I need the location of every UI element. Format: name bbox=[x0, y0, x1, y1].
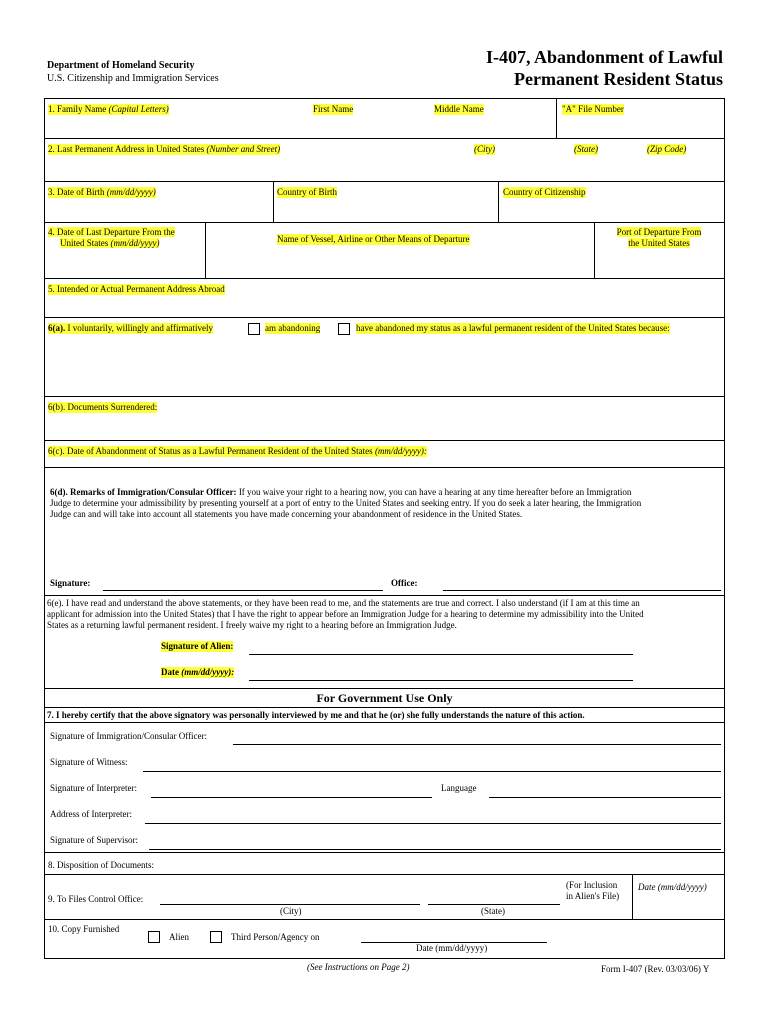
alien-date-line[interactable] bbox=[249, 680, 633, 681]
divider bbox=[44, 222, 725, 223]
alien-label: Alien bbox=[169, 932, 189, 942]
state-field[interactable]: (State) bbox=[574, 144, 598, 154]
reason-abandonment-label: 6(a). I voluntarily, willingly and affirmatively bbox=[48, 323, 213, 333]
address-abroad-field[interactable]: 5. Intended or Actual Permanent Address Abroad bbox=[48, 284, 225, 294]
interpreter-signature-line[interactable] bbox=[151, 797, 432, 798]
divider bbox=[44, 688, 725, 689]
divider bbox=[44, 919, 725, 920]
divider bbox=[594, 222, 595, 278]
zip-code-field[interactable]: (Zip Code) bbox=[647, 144, 687, 154]
copy-date-caption: Date (mm/dd/yyyy) bbox=[416, 943, 488, 953]
date-of-abandonment-field[interactable]: 6(c). Date of Abandonment of Status as a Lawful Permanent Resident of the United States (mm/dd/yyyy): bbox=[48, 446, 427, 456]
middle-name-field[interactable]: Middle Name bbox=[434, 104, 484, 114]
divider bbox=[632, 874, 633, 919]
copy-furnished-label: 10. Copy Furnished bbox=[48, 924, 120, 934]
reason-text-area[interactable] bbox=[48, 338, 720, 392]
signature-label: Signature: bbox=[50, 578, 91, 588]
last-us-address-field[interactable]: 2. Last Permanent Address in United States (Number and Street) bbox=[48, 144, 281, 154]
port-of-departure-field[interactable]: Port of Departure From the United States bbox=[616, 227, 702, 248]
agency-name: U.S. Citizenship and Immigration Services bbox=[47, 73, 219, 84]
divider bbox=[44, 396, 725, 397]
form-title-line2: Permanent Resident Status bbox=[514, 69, 723, 89]
interpreter-address-line[interactable] bbox=[145, 823, 721, 824]
means-of-departure-field[interactable]: Name of Vessel, Airline or Other Means of Departure bbox=[277, 234, 470, 244]
inclusion-caption: (For Inclusion in Alien's File) bbox=[566, 880, 620, 901]
documents-surrendered-field[interactable]: 6(b). Documents Surrendered: bbox=[48, 402, 158, 412]
supervisor-signature-line[interactable] bbox=[149, 849, 721, 850]
officer-signature-line[interactable] bbox=[233, 744, 721, 745]
city-caption: (City) bbox=[280, 906, 302, 916]
supervisor-signature-label: Signature of Supervisor: bbox=[50, 835, 138, 845]
divider bbox=[44, 181, 725, 182]
divider bbox=[498, 181, 499, 222]
have-abandoned-checkbox[interactable] bbox=[338, 323, 350, 335]
date-caption: Date (mm/dd/yyyy) bbox=[638, 882, 707, 892]
third-person-label: Third Person/Agency on bbox=[231, 932, 320, 942]
instructions-note: (See Instructions on Page 2) bbox=[307, 962, 410, 972]
form-title bbox=[486, 46, 723, 90]
divider bbox=[44, 440, 725, 441]
officer-signature-label: Signature of Immigration/Consular Officer: bbox=[50, 731, 208, 741]
files-control-office-label: 9. To Files Control Office: bbox=[48, 894, 144, 904]
form-title-line1: I-407, Abandonment of Lawful bbox=[485, 47, 723, 67]
divider bbox=[44, 595, 725, 596]
divider bbox=[44, 278, 725, 279]
signature-line[interactable] bbox=[103, 590, 383, 591]
officer-remarks-text: 6(d). Remarks of Immigration/Consular Officer: If you waive your right to a hearing now, you can have a hearing at any time hereafter before an Immigration Judge to determine your admissibility by presenting yourself at a port of entry to the United States and seeking entry. If you do seek a later hearing, the Immigration Judge can and will take into account all statements you have made concerning your abandonment of residence in the United States. bbox=[50, 487, 642, 519]
divider bbox=[44, 722, 725, 723]
state-caption: (State) bbox=[481, 906, 505, 916]
signature-of-alien-line[interactable] bbox=[249, 654, 633, 655]
witness-signature-label: Signature of Witness: bbox=[50, 757, 128, 767]
divider bbox=[44, 874, 725, 875]
divider bbox=[44, 317, 725, 318]
third-person-checkbox[interactable] bbox=[210, 931, 222, 943]
language-label: Language bbox=[441, 783, 477, 793]
date-of-last-departure-field[interactable]: 4. Date of Last Departure From the United States (mm/dd/yyyy) bbox=[48, 227, 175, 248]
signature-of-alien-label: Signature of Alien: bbox=[161, 641, 234, 651]
alien-checkbox[interactable] bbox=[148, 931, 160, 943]
files-control-city-line[interactable] bbox=[160, 904, 420, 905]
city-field[interactable]: (City) bbox=[474, 144, 495, 154]
interpreter-address-label: Address of Interpreter: bbox=[50, 809, 132, 819]
office-label: Office: bbox=[391, 578, 418, 588]
certification-text: 7. I hereby certify that the above signatory was personally interviewed by me and that he (or) she fully understands the nature of this action. bbox=[47, 710, 585, 720]
interpreter-signature-label: Signature of Interpreter: bbox=[50, 783, 137, 793]
divider bbox=[556, 98, 557, 138]
divider bbox=[205, 222, 206, 278]
form-number: Form I-407 (Rev. 03/03/06) Y bbox=[601, 964, 710, 974]
alien-date-label: Date (mm/dd/yyyy): bbox=[161, 667, 235, 677]
divider bbox=[44, 138, 725, 139]
witness-signature-line[interactable] bbox=[143, 771, 721, 772]
department-name: Department of Homeland Security bbox=[47, 60, 195, 71]
divider bbox=[44, 852, 725, 853]
country-of-birth-field[interactable]: Country of Birth bbox=[277, 187, 337, 197]
language-line[interactable] bbox=[489, 797, 721, 798]
disposition-label: 8. Disposition of Documents: bbox=[48, 860, 154, 870]
statement-text: 6(e). I have read and understand the above statements, or they have been read to me, and the statements are true and correct. I also understand (if I am at this time an applicant for admission into the United States) that I have the right to appear before an Immigration Judge for a hearing to determine my admissibility into the United States as a returning lawful permanent resident. I freely waive my right to a hearing before an Immigration Judge. bbox=[47, 598, 644, 630]
files-control-state-line[interactable] bbox=[428, 904, 560, 905]
date-of-birth-field[interactable]: 3. Date of Birth (mm/dd/yyyy) bbox=[48, 187, 156, 197]
am-abandoning-checkbox[interactable] bbox=[248, 323, 260, 335]
family-name-field[interactable]: 1. Family Name (Capital Letters) bbox=[48, 104, 169, 114]
am-abandoning-label: am abandoning bbox=[265, 323, 321, 333]
office-line[interactable] bbox=[443, 590, 721, 591]
first-name-field[interactable]: First Name bbox=[313, 104, 354, 114]
government-use-title: For Government Use Only bbox=[316, 691, 453, 705]
a-file-number-field[interactable]: "A" File Number bbox=[562, 104, 624, 114]
divider bbox=[273, 181, 274, 222]
country-of-citizenship-field[interactable]: Country of Citizenship bbox=[503, 187, 586, 197]
have-abandoned-label: have abandoned my status as a lawful permanent resident of the United States because: bbox=[356, 323, 670, 333]
divider bbox=[44, 707, 725, 708]
divider bbox=[44, 467, 725, 468]
